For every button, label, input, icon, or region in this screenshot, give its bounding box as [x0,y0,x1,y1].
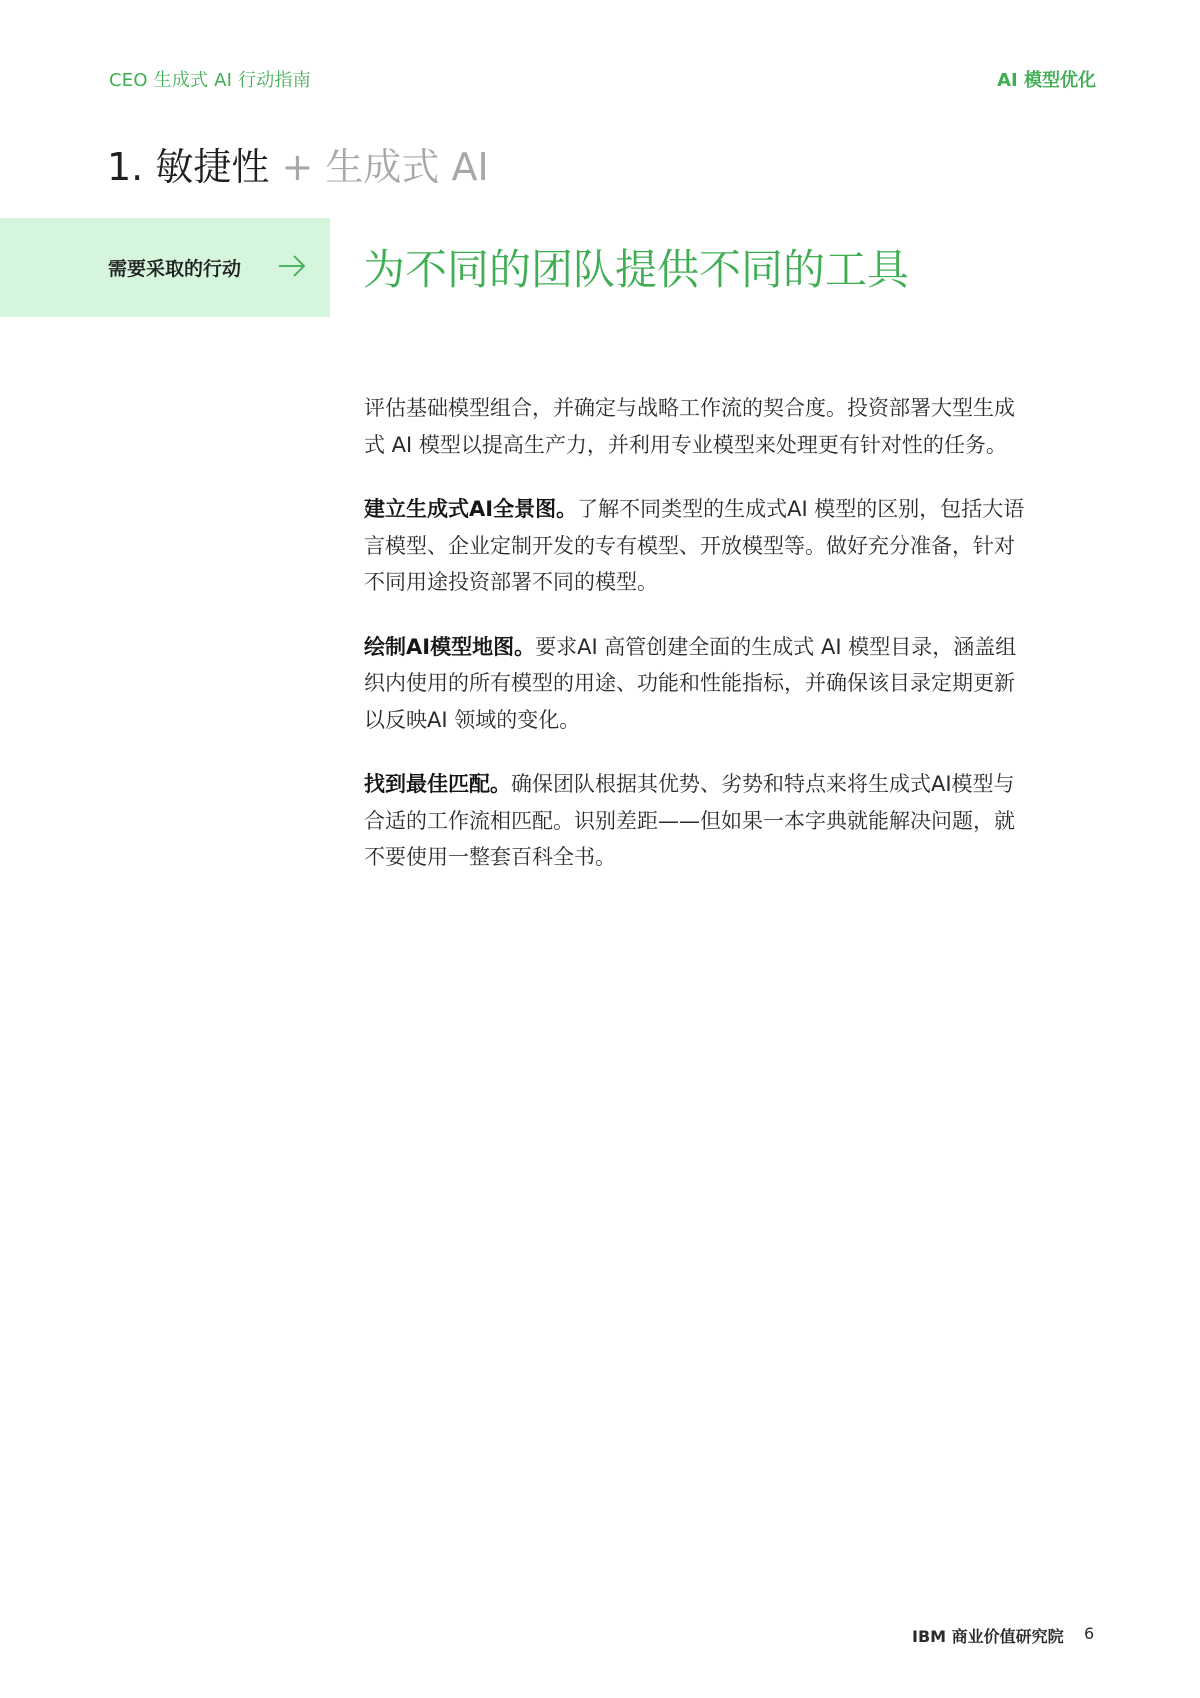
paragraph [364,629,1030,739]
paragraph-text: 评估基础模型组合，并确定与战略工作流的契合度。投资部署大型生成式 AI 模型以提高生产力，并利用专业模型来处理更有针对性的任务。 [364,396,1015,457]
section-title-sub: 生成式 AI [325,145,489,189]
footer-org: IBM 商业价值研究院 [912,1627,1064,1646]
section-title-plus: + [281,145,314,189]
section-title [107,136,489,191]
page-headline: 为不同的团队提供不同的工具 [363,245,910,294]
section-title-main: 1. 敏捷性 [107,145,270,189]
action-label: 需要采取的行动 [108,258,242,280]
paragraph-text: 了解不同类型的生成式AI 模型的区别，包括大语言模型、企业定制开发的专有模型、开放模型等。做好充分准备，针对不同用途投资部署不同的模型。 [364,497,1025,594]
paragraph [364,491,1030,601]
arrow-right-icon [276,250,308,282]
paragraph-lead: 找到最佳匹配。 [364,772,511,796]
paragraph [364,766,1030,876]
paragraph-lead: 绘制AI模型地图。 [364,634,536,659]
paragraph [364,390,1030,463]
body-text [364,390,1030,904]
page-number: 6 [1084,1624,1095,1643]
paragraph-text: 要求AI 高管创建全面的生成式 AI 模型目录，涵盖组织内使用的所有模型的用途、功能和性能指标，并确保该目录定期更新以反映AI 领域的变化。 [364,634,1017,732]
paragraph-lead: 建立生成式AI全景图。 [364,497,578,521]
document-section-label: AI 模型优化 [997,70,1096,91]
document-header-title: CEO 生成式 AI 行动指南 [109,70,311,91]
action-callout [0,218,330,317]
paragraph-text: 确保团队根据其优势、劣势和特点来将生成式AI模型与合适的工作流相匹配。识别差距——但如果一本字典就能解决问题，就不要使用一整套百科全书。 [364,772,1015,869]
